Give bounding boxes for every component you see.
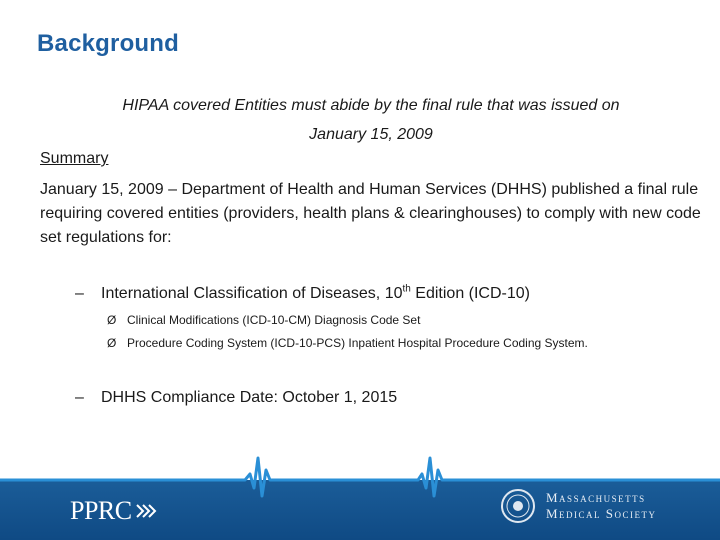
mms-seal-icon — [500, 488, 536, 524]
mms-line-1: Massachusetts — [546, 490, 646, 505]
bullet-text-end: Edition (ICD-10) — [410, 285, 530, 302]
bullet-text-superscript: th — [402, 283, 411, 295]
bullet-text-main: International Classification of Diseases, 10 — [101, 285, 403, 302]
subitem-text: Procedure Coding System (ICD-10-PCS) Inpatient Hospital Procedure Coding System. — [127, 336, 588, 350]
slide-subtitle — [40, 91, 702, 149]
pprc-logo — [70, 496, 160, 526]
bullet-compliance-date — [75, 389, 397, 407]
subtitle-line-2: January 15, 2009 — [309, 126, 433, 143]
bullet-icd10 — [75, 285, 530, 303]
bullet-text: DHHS Compliance Date: October 1, 2015 — [101, 389, 398, 406]
dash-bullet: – — [75, 285, 84, 302]
subitem-text: Clinical Modifications (ICD-10-CM) Diagnosis Code Set — [127, 313, 421, 327]
mms-logo-text — [546, 490, 657, 522]
slide-title: Background — [37, 30, 180, 57]
subtitle-line-1: HIPAA covered Entities must abide by the final rule that was issued on — [122, 97, 620, 114]
subitem-icd10-pcs — [107, 336, 588, 350]
chevrons-icon — [134, 501, 160, 521]
bullet-text — [101, 285, 530, 303]
subitem-icd10-cm — [107, 313, 420, 327]
dash-bullet: – — [75, 389, 84, 406]
mms-logo — [500, 488, 657, 524]
summary-heading: Summary — [40, 150, 109, 167]
arrow-bullet-icon: Ø — [107, 313, 117, 327]
summary-text: January 15, 2009 – Department of Health and Human Services (DHHS) published a final rule requiring covered entities (providers, health plans & clearinghouses) to comply with new code set regulations for: — [40, 181, 701, 246]
pprc-logo-text: PPRC — [70, 496, 132, 525]
arrow-bullet-icon: Ø — [107, 336, 117, 350]
mms-line-2: Medical Society — [546, 506, 657, 521]
